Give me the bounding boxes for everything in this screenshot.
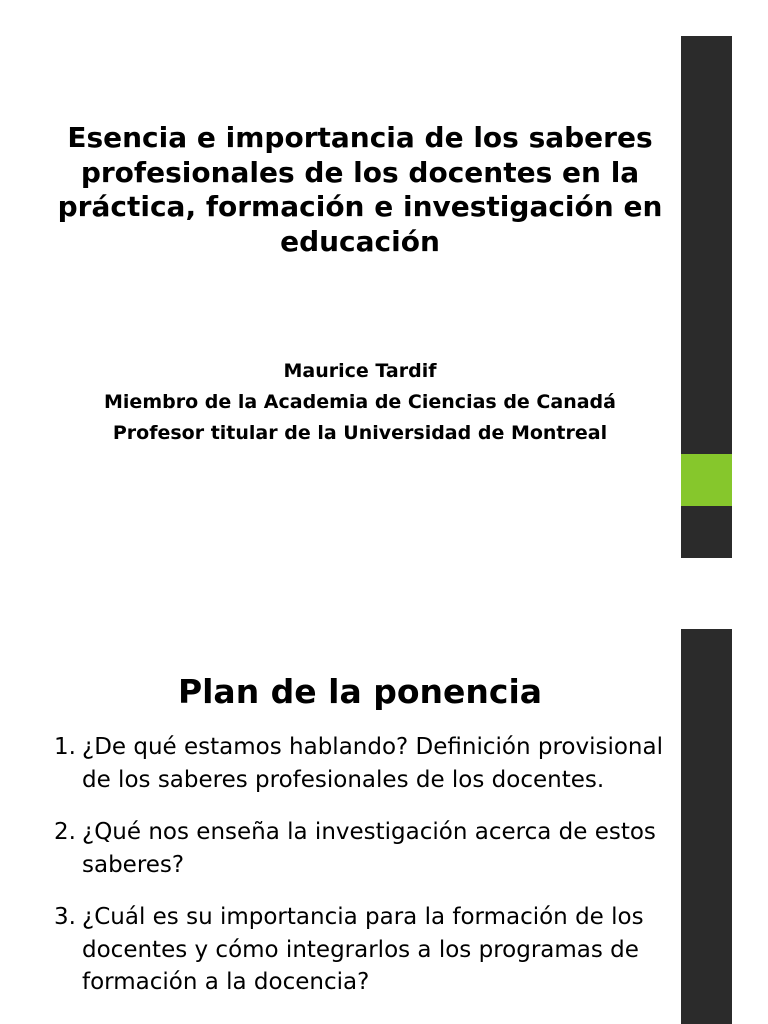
list-item [54,731,674,796]
list-item-number: 3. [54,904,76,930]
plan-list [54,731,674,1019]
list-item-number: 2. [54,819,76,845]
list-item [54,901,674,999]
plan-title: Plan de la ponencia [177,672,543,711]
slide-plan [0,592,768,1024]
presentation-title: Esencia e importancia de los saberes profesionales de los docentes en la práctica, formación e investigación en educación [57,121,663,258]
decorative-sidebar [681,36,732,558]
list-item-number: 1. [54,734,76,760]
list-item-text: ¿De qué estamos hablando? Definición provisional de los saberes profesionales de los docentes. [82,734,663,793]
list-item-text: ¿Qué nos enseña la investigación acerca de estos saberes? [82,819,656,878]
author-block [30,356,690,449]
affiliation-academy: Miembro de la Academia de Ciencias de Canadá [104,391,616,413]
author-name: Maurice Tardif [283,360,437,382]
decorative-accent-block [681,454,732,506]
affiliation-university: Profesor titular de la Universidad de Montreal [112,422,608,444]
list-item-text: ¿Cuál es su importancia para la formación de los docentes y cómo integrarlos a los programas de formación a la docencia? [82,904,644,995]
list-item [54,816,674,881]
decorative-sidebar [681,629,732,1024]
